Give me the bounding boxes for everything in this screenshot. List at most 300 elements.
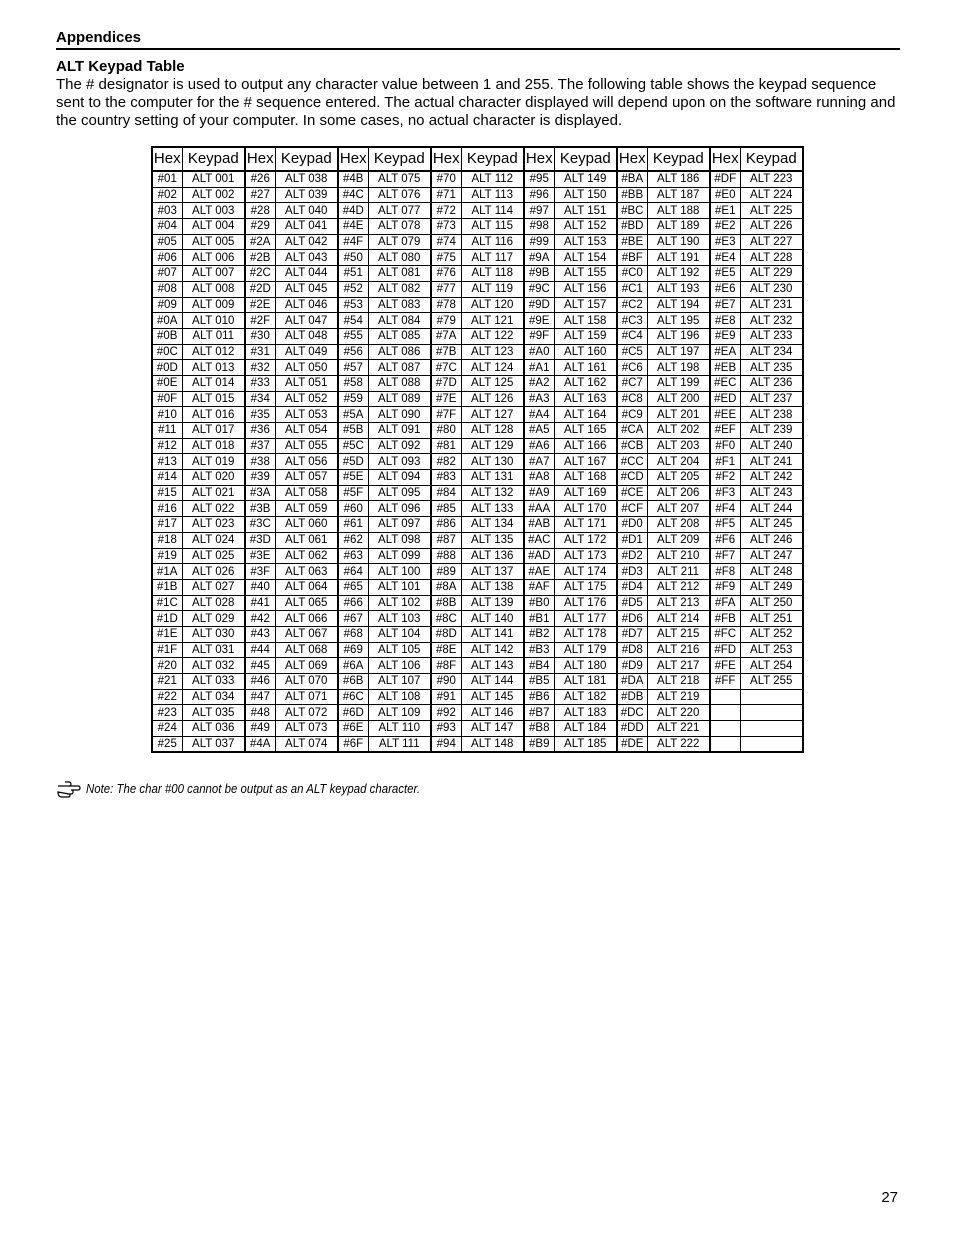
hex-cell: #05 (152, 234, 182, 250)
hex-cell: #4B (338, 171, 368, 187)
hex-cell: #A4 (524, 407, 554, 423)
hex-cell: #2F (245, 313, 275, 329)
keypad-cell: ALT 006 (182, 250, 245, 266)
hex-cell: #F9 (710, 579, 740, 595)
keypad-cell: ALT 063 (275, 564, 338, 580)
keypad-cell: ALT 007 (182, 266, 245, 282)
hex-cell: #36 (245, 423, 275, 439)
keypad-cell: ALT 098 (368, 532, 431, 548)
keypad-cell: ALT 154 (554, 250, 617, 266)
keypad-cell: ALT 215 (647, 626, 710, 642)
keypad-cell: ALT 023 (182, 517, 245, 533)
hex-cell: #BB (617, 187, 647, 203)
column-header-keypad: Keypad (275, 147, 338, 171)
table-row (152, 313, 803, 329)
keypad-cell: ALT 051 (275, 375, 338, 391)
hex-cell: #F7 (710, 548, 740, 564)
column-header-hex: Hex (152, 147, 182, 171)
keypad-cell: ALT 117 (461, 250, 524, 266)
keypad-cell: ALT 129 (461, 438, 524, 454)
keypad-cell: ALT 025 (182, 548, 245, 564)
hex-cell: #0E (152, 375, 182, 391)
keypad-cell: ALT 049 (275, 344, 338, 360)
keypad-cell: ALT 164 (554, 407, 617, 423)
keypad-cell: ALT 143 (461, 658, 524, 674)
keypad-cell: ALT 229 (740, 266, 803, 282)
table-row (152, 219, 803, 235)
hex-cell: #3D (245, 532, 275, 548)
page-title: ALT Keypad Table (56, 58, 185, 75)
keypad-cell: ALT 160 (554, 344, 617, 360)
table-row (152, 328, 803, 344)
table-row (152, 454, 803, 470)
hex-cell (710, 721, 740, 737)
keypad-cell: ALT 159 (554, 328, 617, 344)
hex-cell: #13 (152, 454, 182, 470)
keypad-cell: ALT 082 (368, 281, 431, 297)
keypad-cell: ALT 202 (647, 423, 710, 439)
hex-cell: #9F (524, 328, 554, 344)
hex-cell: #44 (245, 642, 275, 658)
keypad-cell: ALT 183 (554, 705, 617, 721)
keypad-cell: ALT 060 (275, 517, 338, 533)
keypad-cell: ALT 022 (182, 501, 245, 517)
hex-cell: #D6 (617, 611, 647, 627)
hex-cell: #4A (245, 736, 275, 752)
hex-cell: #08 (152, 281, 182, 297)
hex-cell: #3C (245, 517, 275, 533)
keypad-cell: ALT 131 (461, 470, 524, 486)
keypad-cell: ALT 056 (275, 454, 338, 470)
keypad-cell: ALT 104 (368, 626, 431, 642)
hex-cell: #02 (152, 187, 182, 203)
keypad-cell: ALT 177 (554, 611, 617, 627)
intro-paragraph: The # designator is used to output any character value between 1 and 255. The following table shows the keypad sequence sent to the computer for the # sequence entered. The actual character displayed will depend upon on the software running and the country setting of your computer. In some cases, no actual character is displayed. (56, 76, 896, 129)
hex-cell: #60 (338, 501, 368, 517)
hex-cell: #B8 (524, 721, 554, 737)
keypad-cell: ALT 039 (275, 187, 338, 203)
keypad-cell: ALT 093 (368, 454, 431, 470)
keypad-cell: ALT 081 (368, 266, 431, 282)
hex-cell: #69 (338, 642, 368, 658)
keypad-cell: ALT 009 (182, 297, 245, 313)
hex-cell: #6A (338, 658, 368, 674)
hex-cell: #0A (152, 313, 182, 329)
hex-cell: #94 (431, 736, 461, 752)
keypad-cell: ALT 163 (554, 391, 617, 407)
hex-cell: #9D (524, 297, 554, 313)
keypad-cell: ALT 251 (740, 611, 803, 627)
keypad-cell: ALT 111 (368, 736, 431, 752)
hex-cell: #C0 (617, 266, 647, 282)
hex-cell (710, 736, 740, 752)
hex-cell: #2A (245, 234, 275, 250)
hex-cell: #AD (524, 548, 554, 564)
keypad-cell: ALT 010 (182, 313, 245, 329)
table-row (152, 626, 803, 642)
keypad-cell: ALT 179 (554, 642, 617, 658)
column-header-hex: Hex (245, 147, 275, 171)
keypad-cell: ALT 122 (461, 328, 524, 344)
keypad-cell: ALT 045 (275, 281, 338, 297)
table-row (152, 407, 803, 423)
keypad-cell: ALT 194 (647, 297, 710, 313)
keypad-cell: ALT 112 (461, 171, 524, 187)
hex-cell: #73 (431, 219, 461, 235)
keypad-cell: ALT 249 (740, 579, 803, 595)
keypad-cell: ALT 205 (647, 470, 710, 486)
hex-cell: #C4 (617, 328, 647, 344)
table-row (152, 297, 803, 313)
hex-cell: #9B (524, 266, 554, 282)
hex-cell: #89 (431, 564, 461, 580)
hex-cell: #A1 (524, 360, 554, 376)
hex-cell: #B7 (524, 705, 554, 721)
keypad-cell: ALT 116 (461, 234, 524, 250)
hex-cell: #67 (338, 611, 368, 627)
hex-cell: #B3 (524, 642, 554, 658)
hex-cell: #E8 (710, 313, 740, 329)
hex-cell: #32 (245, 360, 275, 376)
keypad-cell: ALT 033 (182, 674, 245, 690)
table-row (152, 203, 803, 219)
table-row (152, 548, 803, 564)
keypad-cell: ALT 115 (461, 219, 524, 235)
hex-cell: #7E (431, 391, 461, 407)
keypad-cell: ALT 225 (740, 203, 803, 219)
hex-cell: #6F (338, 736, 368, 752)
hex-cell: #27 (245, 187, 275, 203)
hex-cell: #90 (431, 674, 461, 690)
keypad-cell: ALT 075 (368, 171, 431, 187)
hex-cell: #E2 (710, 219, 740, 235)
keypad-cell (740, 689, 803, 705)
hex-cell: #F8 (710, 564, 740, 580)
keypad-cell: ALT 206 (647, 485, 710, 501)
hex-cell: #CD (617, 470, 647, 486)
keypad-cell: ALT 024 (182, 532, 245, 548)
keypad-cell: ALT 031 (182, 642, 245, 658)
hex-cell: #5B (338, 423, 368, 439)
hex-cell: #78 (431, 297, 461, 313)
hex-cell: #A2 (524, 375, 554, 391)
keypad-cell: ALT 151 (554, 203, 617, 219)
hex-cell: #1D (152, 611, 182, 627)
hex-cell: #38 (245, 454, 275, 470)
table-row (152, 187, 803, 203)
keypad-cell: ALT 013 (182, 360, 245, 376)
keypad-cell: ALT 190 (647, 234, 710, 250)
hex-cell: #B0 (524, 595, 554, 611)
keypad-cell: ALT 161 (554, 360, 617, 376)
section-header: Appendices (56, 29, 900, 50)
table-row (152, 642, 803, 658)
keypad-cell: ALT 239 (740, 423, 803, 439)
hex-cell: #23 (152, 705, 182, 721)
table-row (152, 266, 803, 282)
hex-cell: #15 (152, 485, 182, 501)
hex-cell: #28 (245, 203, 275, 219)
keypad-cell: ALT 094 (368, 470, 431, 486)
table-row (152, 485, 803, 501)
table-row (152, 171, 803, 187)
hex-cell: #46 (245, 674, 275, 690)
hex-cell: #79 (431, 313, 461, 329)
hex-cell: #A0 (524, 344, 554, 360)
hex-cell: #E9 (710, 328, 740, 344)
hex-cell: #EA (710, 344, 740, 360)
keypad-cell: ALT 243 (740, 485, 803, 501)
keypad-cell: ALT 126 (461, 391, 524, 407)
keypad-cell: ALT 230 (740, 281, 803, 297)
hex-cell: #49 (245, 721, 275, 737)
hex-cell: #83 (431, 470, 461, 486)
table-row (152, 344, 803, 360)
hex-cell: #B9 (524, 736, 554, 752)
hex-cell: #D2 (617, 548, 647, 564)
hex-cell: #9E (524, 313, 554, 329)
hex-cell: #AA (524, 501, 554, 517)
hex-cell: #1E (152, 626, 182, 642)
keypad-cell: ALT 198 (647, 360, 710, 376)
table-row (152, 360, 803, 376)
keypad-cell: ALT 091 (368, 423, 431, 439)
keypad-cell: ALT 162 (554, 375, 617, 391)
keypad-cell: ALT 119 (461, 281, 524, 297)
keypad-cell: ALT 158 (554, 313, 617, 329)
hex-cell: #84 (431, 485, 461, 501)
keypad-cell: ALT 216 (647, 642, 710, 658)
hex-cell: #B5 (524, 674, 554, 690)
table-row (152, 736, 803, 752)
table-row (152, 595, 803, 611)
hex-cell: #DD (617, 721, 647, 737)
keypad-cell: ALT 197 (647, 344, 710, 360)
keypad-cell: ALT 048 (275, 328, 338, 344)
hex-cell: #20 (152, 658, 182, 674)
keypad-cell: ALT 026 (182, 564, 245, 580)
keypad-cell: ALT 092 (368, 438, 431, 454)
keypad-cell: ALT 250 (740, 595, 803, 611)
hex-cell: #12 (152, 438, 182, 454)
keypad-cell: ALT 237 (740, 391, 803, 407)
hex-cell: #17 (152, 517, 182, 533)
hex-cell: #F6 (710, 532, 740, 548)
hex-cell: #BA (617, 171, 647, 187)
hex-cell: #FE (710, 658, 740, 674)
keypad-cell: ALT 234 (740, 344, 803, 360)
keypad-cell: ALT 054 (275, 423, 338, 439)
keypad-cell: ALT 125 (461, 375, 524, 391)
keypad-cell: ALT 021 (182, 485, 245, 501)
keypad-cell: ALT 218 (647, 674, 710, 690)
keypad-cell: ALT 188 (647, 203, 710, 219)
keypad-cell: ALT 053 (275, 407, 338, 423)
keypad-cell: ALT 221 (647, 721, 710, 737)
hex-cell: #FF (710, 674, 740, 690)
hex-cell: #7D (431, 375, 461, 391)
hex-cell: #CA (617, 423, 647, 439)
keypad-cell: ALT 077 (368, 203, 431, 219)
keypad-cell: ALT 187 (647, 187, 710, 203)
table-row (152, 391, 803, 407)
hex-cell: #4E (338, 219, 368, 235)
table-row (152, 423, 803, 439)
keypad-cell: ALT 210 (647, 548, 710, 564)
keypad-cell: ALT 123 (461, 344, 524, 360)
hex-cell: #40 (245, 579, 275, 595)
hex-cell: #16 (152, 501, 182, 517)
keypad-cell: ALT 152 (554, 219, 617, 235)
hex-cell: #68 (338, 626, 368, 642)
keypad-cell: ALT 204 (647, 454, 710, 470)
hex-cell: #8F (431, 658, 461, 674)
keypad-cell: ALT 041 (275, 219, 338, 235)
keypad-cell: ALT 153 (554, 234, 617, 250)
keypad-cell: ALT 144 (461, 674, 524, 690)
keypad-cell: ALT 228 (740, 250, 803, 266)
keypad-cell: ALT 080 (368, 250, 431, 266)
hex-cell: #81 (431, 438, 461, 454)
keypad-cell: ALT 004 (182, 219, 245, 235)
keypad-cell: ALT 014 (182, 375, 245, 391)
hex-cell: #3E (245, 548, 275, 564)
keypad-cell: ALT 044 (275, 266, 338, 282)
keypad-cell: ALT 148 (461, 736, 524, 752)
keypad-cell: ALT 012 (182, 344, 245, 360)
hex-cell: #9A (524, 250, 554, 266)
hex-cell: #8D (431, 626, 461, 642)
keypad-cell: ALT 019 (182, 454, 245, 470)
keypad-cell: ALT 107 (368, 674, 431, 690)
keypad-cell: ALT 059 (275, 501, 338, 517)
keypad-cell: ALT 196 (647, 328, 710, 344)
note (56, 779, 466, 799)
hex-cell: #43 (245, 626, 275, 642)
keypad-cell: ALT 192 (647, 266, 710, 282)
keypad-cell: ALT 186 (647, 171, 710, 187)
keypad-cell: ALT 208 (647, 517, 710, 533)
keypad-cell: ALT 214 (647, 611, 710, 627)
hex-cell: #D1 (617, 532, 647, 548)
keypad-cell: ALT 106 (368, 658, 431, 674)
hex-cell: #E6 (710, 281, 740, 297)
keypad-cell: ALT 011 (182, 328, 245, 344)
keypad-cell: ALT 201 (647, 407, 710, 423)
keypad-cell: ALT 145 (461, 689, 524, 705)
table-row (152, 564, 803, 580)
hex-cell: #E7 (710, 297, 740, 313)
keypad-cell: ALT 247 (740, 548, 803, 564)
keypad-cell: ALT 171 (554, 517, 617, 533)
keypad-cell: ALT 133 (461, 501, 524, 517)
keypad-cell: ALT 232 (740, 313, 803, 329)
keypad-cell: ALT 068 (275, 642, 338, 658)
column-header-hex: Hex (524, 147, 554, 171)
hex-cell: #2B (245, 250, 275, 266)
hex-cell: #A8 (524, 470, 554, 486)
hex-cell: #0D (152, 360, 182, 376)
hex-cell: #EF (710, 423, 740, 439)
keypad-cell: ALT 242 (740, 470, 803, 486)
hex-cell: #BF (617, 250, 647, 266)
table-row (152, 501, 803, 517)
hex-cell: #99 (524, 234, 554, 250)
keypad-cell: ALT 140 (461, 611, 524, 627)
note-text: Note: The char #00 cannot be output as an ALT keypad character. (86, 781, 421, 796)
keypad-cell: ALT 096 (368, 501, 431, 517)
keypad-cell: ALT 172 (554, 532, 617, 548)
column-header-hex: Hex (338, 147, 368, 171)
keypad-cell: ALT 034 (182, 689, 245, 705)
table-row (152, 705, 803, 721)
keypad-cell: ALT 100 (368, 564, 431, 580)
hex-cell: #21 (152, 674, 182, 690)
keypad-cell: ALT 037 (182, 736, 245, 752)
hex-cell: #5A (338, 407, 368, 423)
hex-cell: #DF (710, 171, 740, 187)
column-header-keypad: Keypad (740, 147, 803, 171)
hex-cell: #01 (152, 171, 182, 187)
hex-cell: #30 (245, 328, 275, 344)
hex-cell: #66 (338, 595, 368, 611)
hex-cell: #9C (524, 281, 554, 297)
hex-cell: #D9 (617, 658, 647, 674)
hex-cell: #07 (152, 266, 182, 282)
table-row (152, 517, 803, 533)
keypad-cell: ALT 055 (275, 438, 338, 454)
keypad-cell: ALT 072 (275, 705, 338, 721)
keypad-cell: ALT 255 (740, 674, 803, 690)
hex-cell: #DA (617, 674, 647, 690)
keypad-cell: ALT 071 (275, 689, 338, 705)
hex-cell: #63 (338, 548, 368, 564)
keypad-cell: ALT 213 (647, 595, 710, 611)
hex-cell: #87 (431, 532, 461, 548)
hex-cell: #C2 (617, 297, 647, 313)
hex-cell: #8E (431, 642, 461, 658)
hex-cell: #E4 (710, 250, 740, 266)
hex-cell: #11 (152, 423, 182, 439)
hex-cell: #55 (338, 328, 368, 344)
table-row (152, 579, 803, 595)
hex-cell: #31 (245, 344, 275, 360)
hex-cell: #50 (338, 250, 368, 266)
keypad-cell: ALT 156 (554, 281, 617, 297)
hex-cell: #FB (710, 611, 740, 627)
hex-cell: #03 (152, 203, 182, 219)
hex-cell: #35 (245, 407, 275, 423)
hex-cell: #E5 (710, 266, 740, 282)
keypad-cell: ALT 245 (740, 517, 803, 533)
keypad-cell: ALT 128 (461, 423, 524, 439)
hex-cell: #1F (152, 642, 182, 658)
hex-cell: #D5 (617, 595, 647, 611)
keypad-cell: ALT 184 (554, 721, 617, 737)
keypad-cell: ALT 084 (368, 313, 431, 329)
hex-cell: #25 (152, 736, 182, 752)
keypad-cell: ALT 076 (368, 187, 431, 203)
hex-cell: #62 (338, 532, 368, 548)
hex-cell: #6D (338, 705, 368, 721)
keypad-cell: ALT 086 (368, 344, 431, 360)
hex-cell: #33 (245, 375, 275, 391)
hex-cell: #2C (245, 266, 275, 282)
hex-cell: #29 (245, 219, 275, 235)
keypad-cell: ALT 220 (647, 705, 710, 721)
hex-cell: #E0 (710, 187, 740, 203)
hex-cell: #FC (710, 626, 740, 642)
